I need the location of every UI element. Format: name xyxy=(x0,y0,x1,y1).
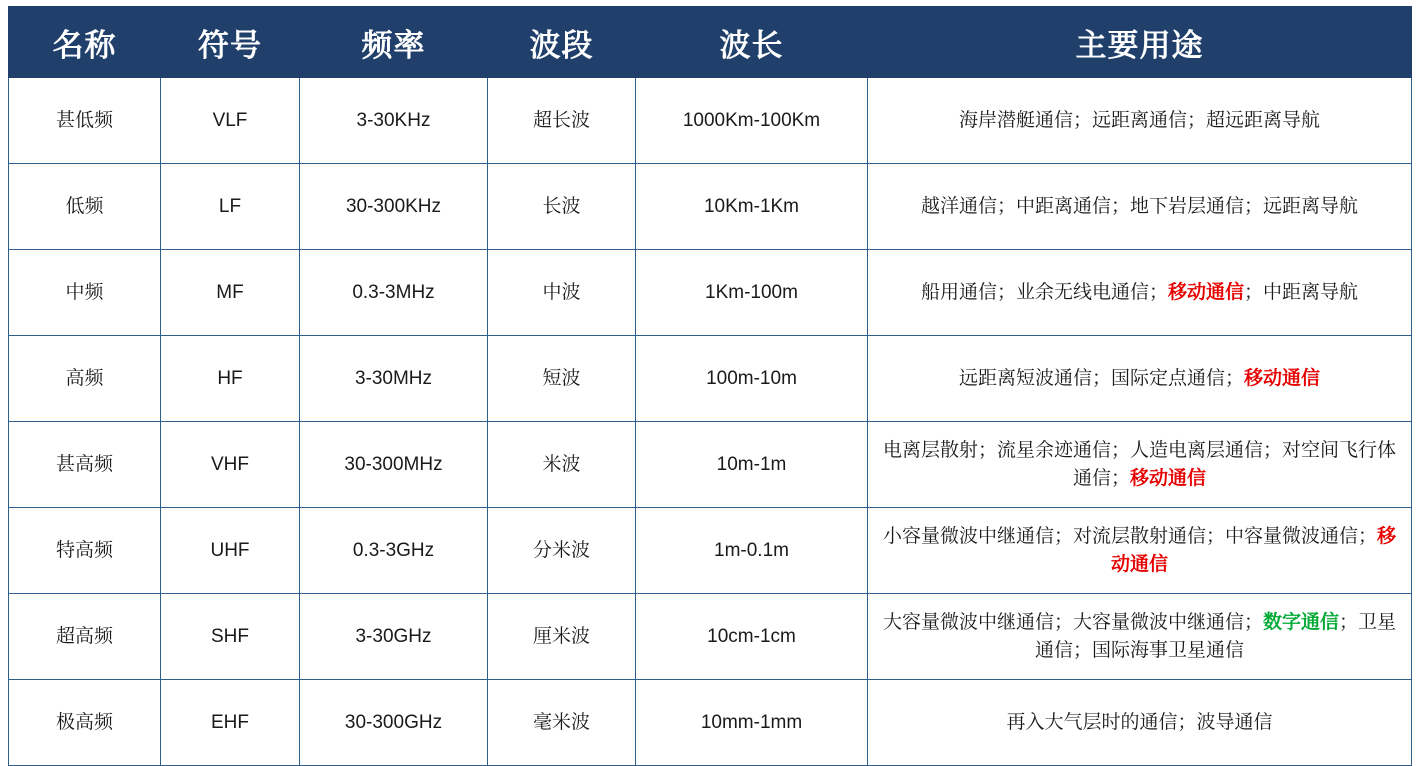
usage-text: 小容量微波中继通信；对流层散射通信；中容量微波通信； xyxy=(882,525,1377,547)
cell-frequency: 30-300MHz xyxy=(300,422,488,508)
cell-symbol: LF xyxy=(161,164,300,250)
cell-band: 超长波 xyxy=(488,78,636,164)
usage-text: ；中距离导航 xyxy=(1244,281,1359,303)
cell-band: 米波 xyxy=(488,422,636,508)
cell-band: 长波 xyxy=(488,164,636,250)
cell-symbol: HF xyxy=(161,336,300,422)
cell-wavelength: 100m-10m xyxy=(636,336,868,422)
cell-usage xyxy=(868,680,1412,766)
cell-wavelength: 10Km-1Km xyxy=(636,164,868,250)
cell-usage xyxy=(868,250,1412,336)
usage-highlight: 移动通信 xyxy=(1130,467,1207,489)
usage-highlight: 移动通信 xyxy=(1244,367,1321,389)
cell-usage xyxy=(868,508,1412,594)
column-header-usage: 主要用途 xyxy=(868,7,1412,78)
cell-name: 特高频 xyxy=(9,508,161,594)
cell-usage xyxy=(868,422,1412,508)
usage-text: 船用通信；业余无线电通信； xyxy=(920,281,1168,303)
cell-frequency: 3-30KHz xyxy=(300,78,488,164)
table-body xyxy=(9,78,1412,766)
cell-symbol: MF xyxy=(161,250,300,336)
cell-wavelength: 1000Km-100Km xyxy=(636,78,868,164)
cell-frequency: 0.3-3MHz xyxy=(300,250,488,336)
cell-usage xyxy=(868,164,1412,250)
column-header-name: 名称 xyxy=(9,7,161,78)
cell-frequency: 3-30MHz xyxy=(300,336,488,422)
usage-text: ；卫星通信；国际海事卫星通信 xyxy=(1034,611,1397,661)
cell-name: 甚高频 xyxy=(9,422,161,508)
cell-name: 甚低频 xyxy=(9,78,161,164)
cell-name: 极高频 xyxy=(9,680,161,766)
cell-symbol: SHF xyxy=(161,594,300,680)
cell-frequency: 3-30GHz xyxy=(300,594,488,680)
usage-text: 远距离短波通信；国际定点通信； xyxy=(958,367,1244,389)
usage-text: 大容量微波中继通信；大容量微波中继通信； xyxy=(882,611,1263,633)
cell-band: 中波 xyxy=(488,250,636,336)
cell-frequency: 0.3-3GHz xyxy=(300,508,488,594)
usage-text: 再入大气层时的通信；波导通信 xyxy=(1006,711,1273,733)
table-header xyxy=(9,7,1412,78)
table-row xyxy=(9,680,1412,766)
column-header-frequency: 频率 xyxy=(300,7,488,78)
cell-wavelength: 1Km-100m xyxy=(636,250,868,336)
cell-usage xyxy=(868,336,1412,422)
cell-symbol: UHF xyxy=(161,508,300,594)
table-row xyxy=(9,250,1412,336)
usage-highlight: 移动通信 xyxy=(1167,281,1244,303)
table-row xyxy=(9,78,1412,164)
table-row xyxy=(9,422,1412,508)
cell-band: 分米波 xyxy=(488,508,636,594)
cell-frequency: 30-300GHz xyxy=(300,680,488,766)
usage-highlight: 数字通信 xyxy=(1262,611,1339,633)
cell-name: 低频 xyxy=(9,164,161,250)
usage-highlight: 移动通信 xyxy=(1110,525,1397,575)
usage-text: 电离层散射；流星余迹通信；人造电离层通信；对空间飞行体通信； xyxy=(882,439,1396,489)
column-header-band: 波段 xyxy=(488,7,636,78)
cell-usage xyxy=(868,594,1412,680)
cell-wavelength: 1m-0.1m xyxy=(636,508,868,594)
cell-symbol: VLF xyxy=(161,78,300,164)
cell-name: 高频 xyxy=(9,336,161,422)
column-header-wavelength: 波长 xyxy=(636,7,868,78)
cell-wavelength: 10m-1m xyxy=(636,422,868,508)
table-header-row xyxy=(9,7,1412,78)
usage-text: 海岸潜艇通信；远距离通信；超远距离导航 xyxy=(958,109,1320,131)
table-row xyxy=(9,508,1412,594)
table-row xyxy=(9,594,1412,680)
cell-name: 超高频 xyxy=(9,594,161,680)
cell-frequency: 30-300KHz xyxy=(300,164,488,250)
column-header-symbol: 符号 xyxy=(161,7,300,78)
table-row xyxy=(9,336,1412,422)
cell-band: 厘米波 xyxy=(488,594,636,680)
radio-frequency-band-table xyxy=(8,6,1412,766)
cell-symbol: VHF xyxy=(161,422,300,508)
cell-band: 毫米波 xyxy=(488,680,636,766)
cell-wavelength: 10mm-1mm xyxy=(636,680,868,766)
usage-text: 越洋通信；中距离通信；地下岩层通信；远距离导航 xyxy=(920,195,1358,217)
table-row xyxy=(9,164,1412,250)
cell-name: 中频 xyxy=(9,250,161,336)
cell-symbol: EHF xyxy=(161,680,300,766)
cell-wavelength: 10cm-1cm xyxy=(636,594,868,680)
cell-usage xyxy=(868,78,1412,164)
cell-band: 短波 xyxy=(488,336,636,422)
